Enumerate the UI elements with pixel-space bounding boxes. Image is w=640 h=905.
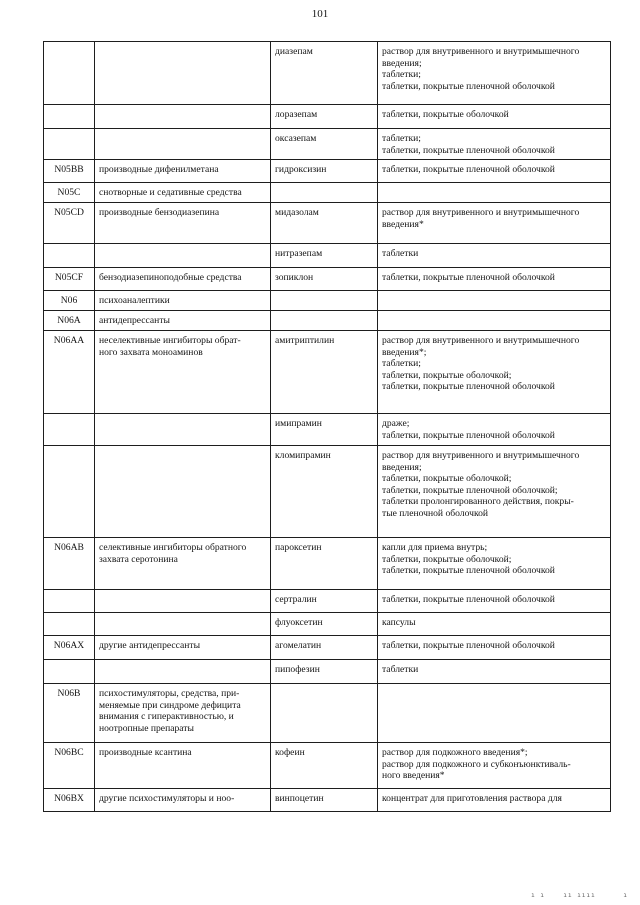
drug-name-cell: амитриптилин <box>271 331 378 414</box>
drug-name-cell: диазепам <box>271 42 378 105</box>
atc-code-cell: N06AX <box>44 636 95 660</box>
table-row <box>44 414 611 446</box>
page-number: 101 <box>311 8 329 20</box>
atc-code-cell: N05C <box>44 183 95 203</box>
dosage-forms-cell: таблетки, покрытые пленочной оболочкой <box>378 268 611 291</box>
dosage-forms-cell: драже; таблетки, покрытые пленочной оболочкой <box>378 414 611 446</box>
drug-name-cell: пароксетин <box>271 538 378 590</box>
dosage-forms-cell: таблетки <box>378 244 611 268</box>
drug-name-cell: пипофезин <box>271 660 378 684</box>
atc-code-cell <box>44 613 95 636</box>
atc-code-cell <box>44 105 95 129</box>
atc-code-cell <box>44 446 95 538</box>
table-row <box>44 636 611 660</box>
dosage-forms-cell: раствор для внутривенного и внутримышечного введения; таблетки; таблетки, покрытые пленочной оболочкой <box>378 42 611 105</box>
table-row <box>44 331 611 414</box>
atc-code-cell <box>44 414 95 446</box>
atc-code-cell <box>44 129 95 160</box>
table-row <box>44 160 611 183</box>
table-row <box>44 42 611 105</box>
atc-code-cell: N06B <box>44 684 95 743</box>
drug-table <box>43 41 611 812</box>
drug-name-cell: оксазепам <box>271 129 378 160</box>
group-name-cell <box>95 129 271 160</box>
atc-code-cell: N06BC <box>44 743 95 789</box>
drug-name-cell <box>271 311 378 331</box>
drug-name-cell <box>271 183 378 203</box>
atc-code-cell: N05BB <box>44 160 95 183</box>
dosage-forms-cell: раствор для внутривенного и внутримышечного введения*; таблетки; таблетки, покрытые оболочкой; таблетки, покрытые пленочной оболочкой <box>378 331 611 414</box>
dosage-forms-cell: раствор для подкожного введения*; раствор для подкожного и субконъюнктиваль- ного введения* <box>378 743 611 789</box>
atc-code-cell: N05CD <box>44 203 95 244</box>
table-row <box>44 268 611 291</box>
dosage-forms-cell: капсулы <box>378 613 611 636</box>
scan-marks: ı ı ıı ıııı ı <box>531 892 628 899</box>
group-name-cell: психоаналептики <box>95 291 271 311</box>
group-name-cell: снотворные и седативные средства <box>95 183 271 203</box>
group-name-cell <box>95 42 271 105</box>
drug-name-cell: флуоксетин <box>271 613 378 636</box>
group-name-cell: бензодиазепиноподобные средства <box>95 268 271 291</box>
group-name-cell <box>95 660 271 684</box>
group-name-cell <box>95 590 271 613</box>
group-name-cell: другие антидепрессанты <box>95 636 271 660</box>
drug-name-cell: зопиклон <box>271 268 378 291</box>
table-row <box>44 244 611 268</box>
dosage-forms-cell: таблетки, покрытые оболочкой <box>378 105 611 129</box>
drug-name-cell: гидроксизин <box>271 160 378 183</box>
dosage-forms-cell <box>378 684 611 743</box>
table-row <box>44 291 611 311</box>
drug-name-cell <box>271 291 378 311</box>
dosage-forms-cell: концентрат для приготовления раствора для <box>378 789 611 812</box>
group-name-cell <box>95 446 271 538</box>
dosage-forms-cell: таблетки; таблетки, покрытые пленочной оболочкой <box>378 129 611 160</box>
atc-code-cell <box>44 42 95 105</box>
group-name-cell: неселективные ингибиторы обрат- ного захвата моноаминов <box>95 331 271 414</box>
group-name-cell <box>95 414 271 446</box>
table-row <box>44 684 611 743</box>
dosage-forms-cell: таблетки, покрытые пленочной оболочкой <box>378 636 611 660</box>
drug-name-cell <box>271 684 378 743</box>
group-name-cell <box>95 613 271 636</box>
dosage-forms-cell: раствор для внутривенного и внутримышечного введения; таблетки, покрытые оболочкой; таблетки, покрытые пленочной оболочкой; таблетки пролонгированного действия, покры- тые пленочной оболочкой <box>378 446 611 538</box>
atc-code-cell: N06A <box>44 311 95 331</box>
drug-name-cell: мидазолам <box>271 203 378 244</box>
drug-name-cell: винпоцетин <box>271 789 378 812</box>
table-row <box>44 203 611 244</box>
atc-code-cell <box>44 244 95 268</box>
dosage-forms-cell <box>378 183 611 203</box>
table-row <box>44 613 611 636</box>
drug-name-cell: нитразепам <box>271 244 378 268</box>
dosage-forms-cell: капли для приема внутрь; таблетки, покрытые оболочкой; таблетки, покрытые пленочной оболочкой <box>378 538 611 590</box>
drug-name-cell: лоразепам <box>271 105 378 129</box>
atc-code-cell: N06BX <box>44 789 95 812</box>
drug-name-cell: кломипрамин <box>271 446 378 538</box>
drug-name-cell: имипрамин <box>271 414 378 446</box>
group-name-cell: селективные ингибиторы обратного захвата серотонина <box>95 538 271 590</box>
table-row <box>44 129 611 160</box>
dosage-forms-cell <box>378 311 611 331</box>
table-row <box>44 105 611 129</box>
dosage-forms-cell: таблетки, покрытые пленочной оболочкой <box>378 160 611 183</box>
table-row <box>44 590 611 613</box>
atc-code-cell <box>44 590 95 613</box>
atc-code-cell <box>44 660 95 684</box>
drug-name-cell: кофеин <box>271 743 378 789</box>
table-row <box>44 660 611 684</box>
group-name-cell: психостимуляторы, средства, при- меняемые при синдроме дефицита внимания с гиперактивностью, и ноотропные препараты <box>95 684 271 743</box>
group-name-cell: другие психостимуляторы и ноо- <box>95 789 271 812</box>
table-row <box>44 183 611 203</box>
drug-name-cell: сертралин <box>271 590 378 613</box>
group-name-cell: антидепрессанты <box>95 311 271 331</box>
atc-code-cell: N06AA <box>44 331 95 414</box>
dosage-forms-cell <box>378 291 611 311</box>
atc-code-cell: N06AB <box>44 538 95 590</box>
table-row <box>44 789 611 812</box>
table-row <box>44 446 611 538</box>
dosage-forms-cell: таблетки <box>378 660 611 684</box>
table-row <box>44 311 611 331</box>
drug-name-cell: агомелатин <box>271 636 378 660</box>
table-row <box>44 743 611 789</box>
atc-code-cell: N05CF <box>44 268 95 291</box>
atc-code-cell: N06 <box>44 291 95 311</box>
dosage-forms-cell: таблетки, покрытые пленочной оболочкой <box>378 590 611 613</box>
group-name-cell: производные бензодиазепина <box>95 203 271 244</box>
dosage-forms-cell: раствор для внутривенного и внутримышечного введения* <box>378 203 611 244</box>
table-row <box>44 538 611 590</box>
group-name-cell: производные дифенилметана <box>95 160 271 183</box>
group-name-cell <box>95 105 271 129</box>
group-name-cell <box>95 244 271 268</box>
group-name-cell: производные ксантина <box>95 743 271 789</box>
